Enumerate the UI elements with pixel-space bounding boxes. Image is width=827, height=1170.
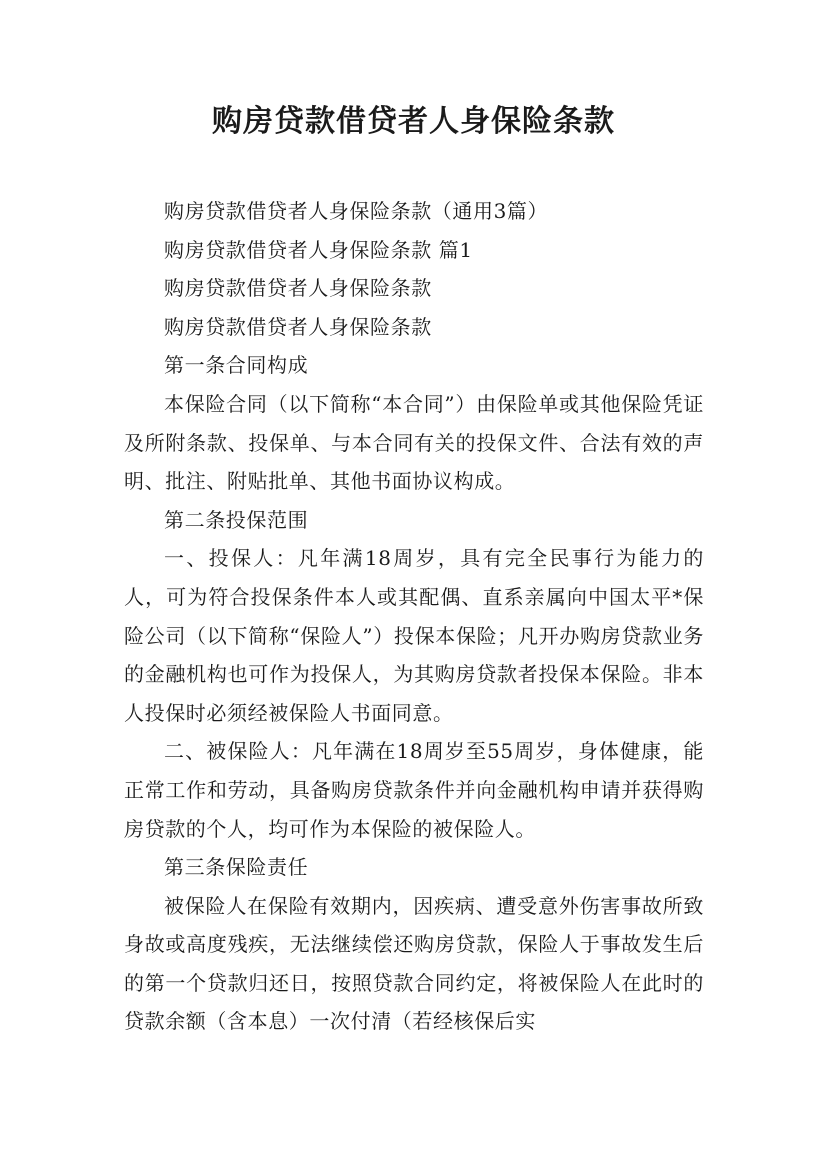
paragraph-text: 本保险合同（以下简称“本合同”）由保险单或其他保险凭证及所附条款、投保单、与本合同有关的投保文件、合法有效的声明、批注、附贴批单、其他书面协议构成。: [124, 391, 704, 494]
article-heading: 第一条合同构成: [164, 353, 309, 378]
paragraph-text: 一、投保人：凡年满18周岁，具有完全民事行为能力的人，可为符合投保条件本人或其配偶、直系亲属向中国太平*保险公司（以下简称“保险人”）投保本保险；凡开办购房贷款业务的金融机构也可作为投保人，为其购房贷款者投保本保险。非本人投保时必须经被保险人书面同意。: [124, 546, 704, 725]
article-heading: 第二条投保范围: [164, 507, 309, 532]
paragraph-text: 被保险人在保险有效期内，因疾病、遭受意外伤害事故所致身故或高度残疾，无法继续偿还购房贷款，保险人于事故发生后的第一个贷款归还日，按照贷款合同约定，将被保险人在此时的贷款余额（含本息）一次付清（若经核保后实: [124, 893, 704, 1034]
paragraph-subtitle: 购房贷款借贷者人身保险条款（通用3篇）: [164, 199, 549, 223]
paragraph-chapter-heading: 购房贷款借贷者人身保险条款 篇1: [164, 237, 473, 262]
document-title: 购房贷款借贷者人身保险条款: [212, 104, 615, 139]
paragraph-heading: 购房贷款借贷者人身保险条款: [164, 314, 432, 339]
document-body: [124, 192, 704, 1041]
paragraph-heading: 购房贷款借贷者人身保险条款: [164, 276, 432, 301]
paragraph-text: 二、被保险人：凡年满在18周岁至55周岁，身体健康，能正常工作和劳动，具备购房贷款条件并向金融机构申请并获得购房贷款的个人，均可作为本保险的被保险人。: [124, 739, 704, 841]
article-heading: 第三条保险责任: [164, 855, 309, 880]
